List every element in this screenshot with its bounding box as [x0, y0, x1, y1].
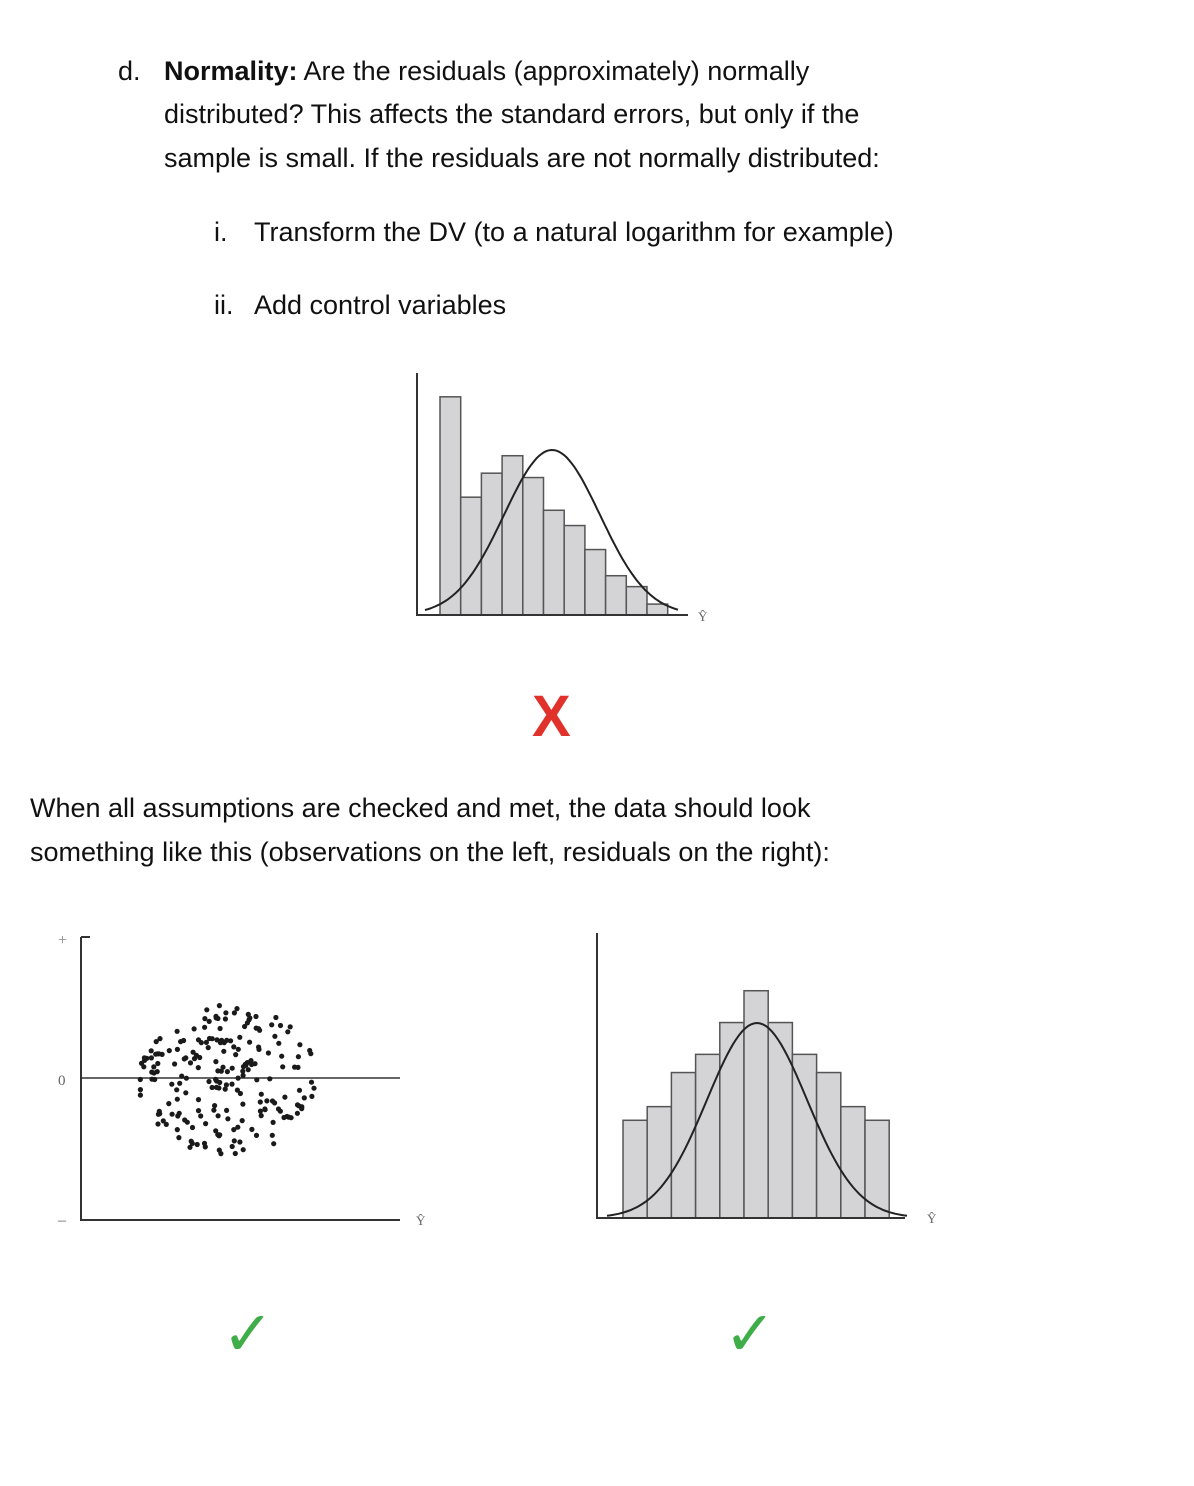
- scatter-point: [179, 1074, 184, 1079]
- scatter-point: [221, 1049, 226, 1054]
- scatter-point: [237, 1139, 242, 1144]
- scatter-point: [297, 1088, 302, 1093]
- scatter-point: [219, 1069, 224, 1074]
- scatter-point: [156, 1051, 161, 1056]
- scatter-point: [297, 1042, 302, 1047]
- summary-line1: When all assumptions are checked and met, the data should look: [30, 793, 811, 823]
- histogram-bar: [564, 526, 585, 615]
- scatter-point: [217, 1132, 222, 1137]
- scatter-point: [285, 1029, 290, 1034]
- scatter-point: [309, 1094, 314, 1099]
- scatter-point: [280, 1064, 285, 1069]
- normal-histogram-chart: [585, 925, 955, 1235]
- scatter-point: [299, 1106, 304, 1111]
- scatter-point: [270, 1133, 275, 1138]
- scatter-point: [245, 1020, 250, 1025]
- scatter-point: [213, 1077, 218, 1082]
- item-d-line3: sample is small. If the residuals are not normally distributed:: [164, 143, 880, 173]
- scatter-point: [257, 1028, 262, 1033]
- scatter-point: [240, 1102, 245, 1107]
- c2-x-label: Ŷ: [416, 1213, 426, 1228]
- scatter-point: [188, 1060, 193, 1065]
- scatter-point: [259, 1113, 264, 1118]
- histogram-bar: [440, 397, 461, 615]
- scatter-point: [214, 1085, 219, 1090]
- scatter-point: [241, 1147, 246, 1152]
- scatter-point: [149, 1077, 154, 1082]
- scatter-point: [246, 1067, 251, 1072]
- scatter-point: [237, 1035, 242, 1040]
- c2-tick-zero: 0: [58, 1073, 66, 1089]
- histogram-bar: [502, 456, 523, 615]
- summary-line2: something like this (observations on the left, residuals on the right):: [30, 837, 830, 867]
- c2-tick-minus: –: [58, 1212, 66, 1229]
- residual-scatter-chart: [50, 925, 440, 1235]
- scatter-point: [276, 1106, 281, 1111]
- scatter-point: [286, 1115, 291, 1120]
- subitem-i-text: Transform the DV (to a natural logarithm for example): [254, 217, 894, 247]
- scatter-point: [202, 1025, 207, 1030]
- scatter-point: [177, 1081, 182, 1086]
- scatter-point: [296, 1054, 301, 1059]
- scatter-point: [236, 1047, 241, 1052]
- scatter-point: [174, 1087, 179, 1092]
- scatter-point: [198, 1113, 203, 1118]
- scatter-point: [206, 1045, 211, 1050]
- scatter-point: [307, 1048, 312, 1053]
- histogram-bar: [606, 576, 627, 615]
- item-d-line2: distributed? This affects the standard errors, but only if the: [164, 99, 860, 129]
- scatter-point: [138, 1093, 143, 1098]
- scatter-point: [230, 1066, 235, 1071]
- scatter-point: [138, 1087, 143, 1092]
- scatter-point: [203, 1121, 208, 1126]
- scatter-point: [139, 1061, 144, 1066]
- scatter-point: [232, 1138, 237, 1143]
- scatter-point: [199, 1040, 204, 1045]
- scatter-point: [155, 1061, 160, 1066]
- scatter-point: [288, 1024, 293, 1029]
- histogram-bar: [865, 1120, 889, 1218]
- scatter-point: [258, 1099, 263, 1104]
- item-d-text1: Are the residuals (approximately) normally: [303, 56, 810, 86]
- scatter-point: [276, 1041, 281, 1046]
- scatter-point: [258, 1109, 263, 1114]
- scatter-point: [213, 1059, 218, 1064]
- scatter-point: [240, 1118, 245, 1123]
- histogram-bar: [461, 497, 482, 615]
- scatter-point: [228, 1038, 233, 1043]
- scatter-point: [190, 1125, 195, 1130]
- scatter-point: [172, 1061, 177, 1066]
- scatter-point: [167, 1048, 172, 1053]
- scatter-point: [196, 1097, 201, 1102]
- scatter-point: [254, 1077, 259, 1082]
- good-mark-left: ✓: [222, 1300, 274, 1369]
- scatter-point: [233, 1151, 238, 1156]
- bad-mark-x: X: [532, 684, 571, 749]
- scatter-point: [204, 1007, 209, 1012]
- scatter-point: [253, 1014, 258, 1019]
- scatter-point: [216, 1113, 221, 1118]
- scatter-point: [225, 1069, 230, 1074]
- scatter-point: [175, 1047, 180, 1052]
- scatter-point: [262, 1106, 267, 1111]
- scatter-point: [295, 1102, 300, 1107]
- scatter-point: [217, 1003, 222, 1008]
- histogram-bar: [585, 550, 606, 615]
- scatter-point: [225, 1116, 230, 1121]
- scatter-point: [151, 1064, 156, 1069]
- scatter-point: [267, 1076, 272, 1081]
- scatter-point: [218, 1040, 223, 1045]
- scatter-point: [278, 1023, 283, 1028]
- scatter-point: [182, 1117, 187, 1122]
- item-d-label: d.: [118, 56, 141, 86]
- scatter-point: [175, 1029, 180, 1034]
- scatter-point: [191, 1050, 196, 1055]
- scatter-point: [230, 1144, 235, 1149]
- histogram-bar: [792, 1054, 816, 1218]
- histogram-bar: [626, 587, 647, 615]
- scatter-point: [271, 1141, 276, 1146]
- scatter-point: [231, 1044, 236, 1049]
- scatter-point: [238, 1091, 243, 1096]
- scatter-point: [196, 1065, 201, 1070]
- histogram-bar: [671, 1073, 695, 1218]
- scatter-point: [176, 1135, 181, 1140]
- scatter-point: [169, 1082, 174, 1087]
- scatter-point: [218, 1026, 223, 1031]
- scatter-point: [254, 1133, 259, 1138]
- scatter-point: [246, 1012, 251, 1017]
- scatter-point: [281, 1115, 286, 1120]
- scatter-point: [233, 1052, 238, 1057]
- scatter-point: [235, 1125, 240, 1130]
- scatter-point: [142, 1055, 147, 1060]
- histogram-bar: [768, 1023, 792, 1218]
- scatter-point: [138, 1077, 143, 1082]
- scatter-point: [302, 1095, 307, 1100]
- scatter-point: [149, 1048, 154, 1053]
- scatter-point: [212, 1103, 217, 1108]
- scatter-point: [282, 1095, 287, 1100]
- scatter-point: [224, 1108, 229, 1113]
- scatter-point: [229, 1082, 234, 1087]
- scatter-point: [272, 1034, 277, 1039]
- scatter-point: [177, 1111, 182, 1116]
- scatter-point: [214, 1015, 219, 1020]
- scatter-point: [149, 1055, 154, 1060]
- scatter-point: [279, 1054, 284, 1059]
- scatter-point: [183, 1090, 188, 1095]
- scatter-point: [175, 1127, 180, 1132]
- histogram-bar: [544, 510, 565, 615]
- scatter-point: [264, 1098, 269, 1103]
- scatter-point: [175, 1097, 180, 1102]
- scatter-point: [196, 1108, 201, 1113]
- scatter-point: [206, 1079, 211, 1084]
- scatter-point: [223, 1016, 228, 1021]
- subitem-ii-text: Add control variables: [254, 290, 507, 320]
- scatter-point: [202, 1141, 207, 1146]
- scatter-point: [183, 1055, 188, 1060]
- scatter-point: [269, 1022, 274, 1027]
- scatter-point: [207, 1019, 212, 1024]
- histogram-bar: [720, 1023, 744, 1218]
- scatter-point: [195, 1142, 200, 1147]
- scatter-point: [309, 1080, 314, 1085]
- c2-tick-plus: +: [58, 932, 68, 949]
- scatter-point: [192, 1026, 197, 1031]
- scatter-point: [266, 1050, 271, 1055]
- item-d-line1: [164, 49, 809, 93]
- c1-x-label: Ŷ: [698, 609, 708, 624]
- scatter-point: [149, 1070, 154, 1075]
- scatter-point: [292, 1065, 297, 1070]
- item-d-heading: Normality:: [164, 56, 298, 86]
- scatter-point: [249, 1127, 254, 1132]
- scatter-point: [202, 1016, 207, 1021]
- scatter-point: [311, 1086, 316, 1091]
- scatter-point: [249, 1062, 254, 1067]
- scatter-point: [211, 1108, 216, 1113]
- histogram-bar: [647, 604, 668, 615]
- scatter-point: [166, 1101, 171, 1106]
- scatter-point: [259, 1092, 264, 1097]
- scatter-point: [217, 1080, 222, 1085]
- scatter-point: [218, 1151, 223, 1156]
- scatter-point: [184, 1076, 189, 1081]
- scatter-point: [236, 1076, 241, 1081]
- scatter-point: [295, 1111, 300, 1116]
- subitem-i-label: i.: [214, 217, 228, 247]
- scatter-point: [241, 1073, 246, 1078]
- histogram-bar: [523, 478, 544, 615]
- scatter-point: [271, 1120, 276, 1125]
- scatter-point: [155, 1121, 160, 1126]
- scatter-point: [190, 1141, 195, 1146]
- scatter-point: [273, 1015, 278, 1020]
- scatter-point: [157, 1109, 162, 1114]
- scatter-point: [204, 1040, 209, 1045]
- histogram-bar: [481, 473, 502, 615]
- subitem-ii-label: ii.: [214, 290, 234, 320]
- histogram-bar: [817, 1073, 841, 1218]
- c3-x-label: Ŷ: [927, 1211, 937, 1226]
- scatter-point: [170, 1112, 175, 1117]
- good-mark-right: ✓: [724, 1300, 776, 1369]
- scatter-point: [210, 1036, 215, 1041]
- scatter-point: [232, 1010, 237, 1015]
- scatter-point: [164, 1122, 169, 1127]
- scatter-point: [224, 1082, 229, 1087]
- scatter-point: [270, 1098, 275, 1103]
- scatter-point: [247, 1040, 252, 1045]
- scatter-point: [223, 1010, 228, 1015]
- skewed-histogram-chart: [400, 365, 730, 635]
- histogram-bar: [841, 1107, 865, 1218]
- scatter-point: [178, 1039, 183, 1044]
- scatter-point: [157, 1036, 162, 1041]
- histogram-bar: [647, 1107, 671, 1218]
- scatter-point: [256, 1047, 261, 1052]
